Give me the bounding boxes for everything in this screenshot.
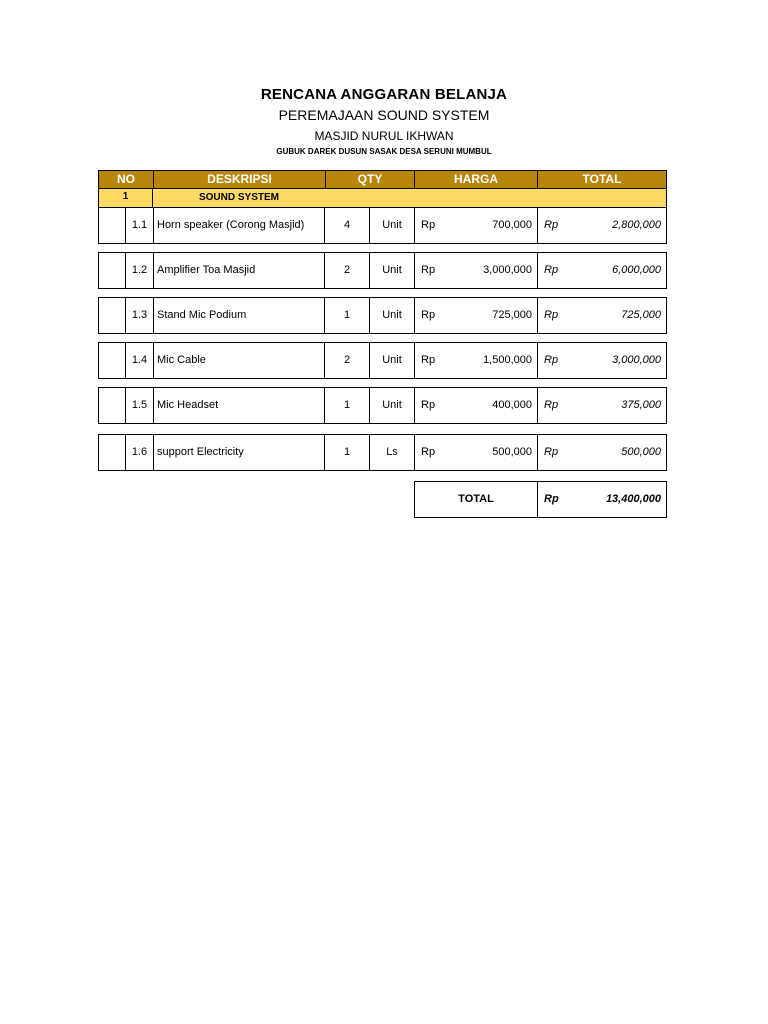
row-total-currency: Rp (544, 219, 559, 231)
row-quantity: 1 (325, 388, 370, 423)
header-qty: QTY (326, 171, 415, 188)
row-quantity: 1 (325, 298, 370, 333)
row-quantity: 2 (325, 343, 370, 378)
table-row (98, 387, 667, 424)
table-row (98, 342, 667, 379)
row-description: support Electricity (153, 435, 325, 470)
row-total-currency: Rp (544, 399, 559, 411)
row-blank-cell (99, 298, 126, 333)
row-total-cell (538, 388, 666, 423)
row-blank-cell (99, 435, 126, 470)
row-price-currency: Rp (421, 399, 436, 411)
row-price: 700,000 (492, 219, 532, 231)
row-price: 500,000 (492, 446, 532, 458)
row-unit: Unit (370, 343, 415, 378)
row-total-cell (538, 435, 666, 470)
row-price-cell (415, 343, 538, 378)
row-total: 3,000,000 (612, 354, 661, 366)
row-price-currency: Rp (421, 219, 436, 231)
row-blank-cell (99, 343, 126, 378)
header-deskripsi: DESKRIPSI (154, 171, 326, 188)
document-title: RENCANA ANGGARAN BELANJA (260, 86, 508, 103)
row-unit: Unit (370, 298, 415, 333)
row-price: 1,500,000 (483, 354, 532, 366)
header-no: NO (99, 171, 154, 188)
row-description: Amplifier Toa Masjid (153, 253, 325, 288)
row-number: 1.4 (131, 354, 148, 366)
row-price-currency: Rp (421, 309, 436, 321)
row-description: Stand Mic Podium (153, 298, 325, 333)
row-blank-cell (99, 208, 126, 243)
section-row (98, 189, 667, 208)
header-harga: HARGA (415, 171, 538, 188)
section-label: SOUND SYSTEM (198, 192, 279, 203)
table-header (98, 170, 667, 189)
section-number: 1 (99, 189, 153, 207)
row-price-currency: Rp (421, 264, 436, 276)
row-price-cell (415, 388, 538, 423)
row-price: 725,000 (492, 309, 532, 321)
row-total-currency: Rp (544, 264, 559, 276)
row-quantity: 2 (325, 253, 370, 288)
row-total: 2,800,000 (612, 219, 661, 231)
grand-total-value-cell (538, 482, 666, 517)
row-unit: Unit (370, 388, 415, 423)
grand-total-box (414, 481, 667, 518)
row-number: 1.2 (131, 264, 148, 276)
row-quantity: 1 (325, 435, 370, 470)
row-price-cell (415, 435, 538, 470)
row-unit: Unit (370, 253, 415, 288)
row-total: 6,000,000 (612, 264, 661, 276)
row-total-cell (538, 253, 666, 288)
row-price: 3,000,000 (483, 264, 532, 276)
row-price-cell (415, 298, 538, 333)
row-total-cell (538, 343, 666, 378)
table-row (98, 297, 667, 334)
grand-total-currency: Rp (544, 493, 559, 505)
row-price: 400,000 (492, 399, 532, 411)
grand-total-label: TOTAL (415, 482, 538, 517)
row-total: 375,000 (621, 399, 661, 411)
grand-total-value: 13,400,000 (605, 493, 661, 505)
row-total-currency: Rp (544, 446, 559, 458)
row-blank-cell (99, 253, 126, 288)
document-subtitle: PEREMAJAAN SOUND SYSTEM (278, 107, 490, 123)
row-total-currency: Rp (544, 309, 559, 321)
row-price-cell (415, 253, 538, 288)
table-row (98, 434, 667, 471)
address-line: GUBUK DAREK DUSUN SASAK DESA SERUNI MUMBUL (276, 147, 492, 156)
row-blank-cell (99, 388, 126, 423)
table-row (98, 252, 667, 289)
row-total: 500,000 (621, 446, 661, 458)
row-price-currency: Rp (421, 354, 436, 366)
row-total-currency: Rp (544, 354, 559, 366)
row-description: Horn speaker (Corong Masjid) (153, 208, 325, 243)
row-number: 1.6 (131, 446, 148, 458)
row-total-cell (538, 208, 666, 243)
table-row (98, 207, 667, 244)
row-quantity: 4 (325, 208, 370, 243)
row-unit: Unit (370, 208, 415, 243)
header-total: TOTAL (582, 172, 622, 186)
row-number: 1.1 (131, 219, 148, 231)
row-number: 1.5 (131, 399, 148, 411)
row-total-cell (538, 298, 666, 333)
organization-name: MASJID NURUL IKHWAN (314, 129, 454, 143)
row-total: 725,000 (621, 309, 661, 321)
row-description: Mic Cable (153, 343, 325, 378)
row-price-cell (415, 208, 538, 243)
row-unit: Ls (370, 435, 415, 470)
row-number: 1.3 (131, 309, 148, 321)
row-price-currency: Rp (421, 446, 436, 458)
row-description: Mic Headset (153, 388, 325, 423)
